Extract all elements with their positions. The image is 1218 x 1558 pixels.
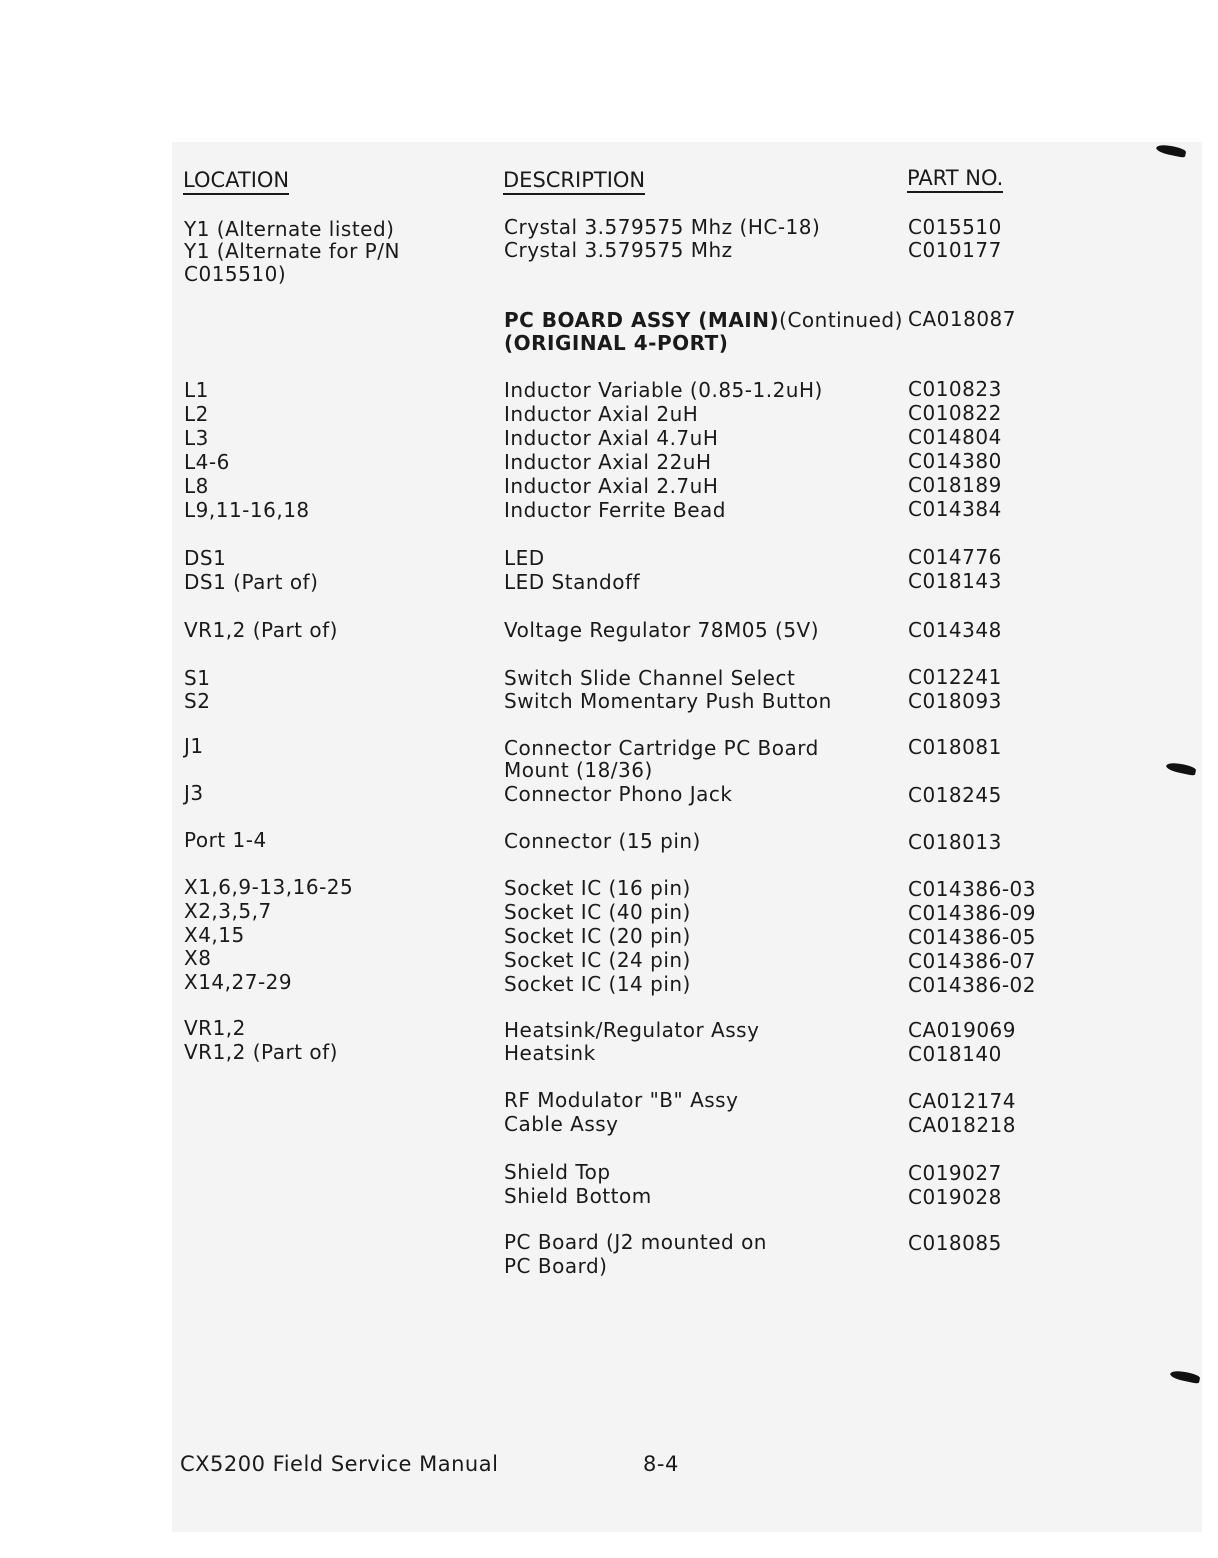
part-number-cell: C014386-03 bbox=[908, 877, 1036, 901]
page-number: 8-4 bbox=[643, 1452, 679, 1476]
part-number-cell: C014386-05 bbox=[908, 925, 1036, 949]
header-location: LOCATION bbox=[183, 168, 289, 195]
part-number-cell: CA018218 bbox=[908, 1113, 1016, 1137]
description-cell: Cable Assy bbox=[504, 1112, 619, 1136]
location-cell: VR1,2 (Part of) bbox=[184, 618, 338, 642]
location-cell: Port 1-4 bbox=[184, 828, 267, 852]
location-cell: J3 bbox=[184, 781, 204, 805]
description-cell: Inductor Variable (0.85-1.2uH) bbox=[504, 378, 823, 402]
location-cell: DS1 bbox=[184, 546, 227, 570]
part-number-cell: C018085 bbox=[908, 1231, 1002, 1255]
location-cell: L9,11-16,18 bbox=[184, 498, 310, 522]
part-number-cell: C018245 bbox=[908, 783, 1002, 807]
part-number-cell: C018013 bbox=[908, 830, 1002, 854]
part-number-cell: C014804 bbox=[908, 425, 1002, 449]
part-number-cell: C014386-02 bbox=[908, 973, 1036, 997]
location-cell: VR1,2 bbox=[184, 1016, 246, 1040]
part-number-cell: C015510 bbox=[908, 215, 1002, 239]
description-cell: Socket IC (16 pin) bbox=[504, 876, 691, 900]
description-cell: Shield Top bbox=[504, 1160, 611, 1184]
location-cell: S1 bbox=[184, 666, 211, 690]
description-cell: LED Standoff bbox=[504, 570, 641, 594]
part-number-cell: CA012174 bbox=[908, 1089, 1016, 1113]
part-number-cell: C019027 bbox=[908, 1161, 1002, 1185]
part-number-cell: C010823 bbox=[908, 377, 1002, 401]
description-cell: Shield Bottom bbox=[504, 1184, 652, 1208]
location-cell: X2,3,5,7 bbox=[184, 899, 272, 923]
location-cell: X8 bbox=[184, 946, 212, 970]
description-cell: Heatsink bbox=[504, 1041, 596, 1065]
description-cell: Inductor Axial 4.7uH bbox=[504, 426, 719, 450]
location-cell: C015510) bbox=[184, 262, 287, 286]
part-number-cell: C014384 bbox=[908, 497, 1002, 521]
part-number-cell: C014386-07 bbox=[908, 949, 1036, 973]
description-cell: Crystal 3.579575 Mhz (HC-18) bbox=[504, 215, 821, 239]
part-number-cell: CA019069 bbox=[908, 1018, 1016, 1042]
description-cell: Voltage Regulator 78M05 (5V) bbox=[504, 618, 820, 642]
part-number-cell: C014386-09 bbox=[908, 901, 1036, 925]
description-cell: LED bbox=[504, 546, 545, 570]
part-number-cell: C019028 bbox=[908, 1185, 1002, 1209]
part-number-cell: C014380 bbox=[908, 449, 1002, 473]
description-cell: Connector Cartridge PC Board bbox=[504, 736, 819, 760]
location-cell: X1,6,9-13,16-25 bbox=[184, 875, 354, 899]
description-cell: Heatsink/Regulator Assy bbox=[504, 1018, 760, 1042]
description-cell: Inductor Axial 2uH bbox=[504, 402, 699, 426]
description-cell: Socket IC (14 pin) bbox=[504, 972, 691, 996]
footer-manual-title: CX5200 Field Service Manual bbox=[180, 1452, 499, 1476]
description-cell: Socket IC (40 pin) bbox=[504, 900, 691, 924]
section-title bbox=[504, 308, 903, 332]
part-number-cell: C018081 bbox=[908, 735, 1002, 759]
location-cell: L2 bbox=[184, 402, 209, 426]
location-cell: S2 bbox=[184, 689, 211, 713]
location-cell: Y1 (Alternate listed) bbox=[184, 217, 395, 241]
location-cell: L1 bbox=[184, 378, 209, 402]
description-cell: Inductor Axial 2.7uH bbox=[504, 474, 719, 498]
part-number-cell: C018189 bbox=[908, 473, 1002, 497]
location-cell: VR1,2 (Part of) bbox=[184, 1040, 338, 1064]
part-number-cell: C010177 bbox=[908, 238, 1002, 262]
part-number-cell: C014348 bbox=[908, 618, 1002, 642]
description-cell: Inductor Ferrite Bead bbox=[504, 498, 726, 522]
location-cell: J1 bbox=[184, 734, 204, 758]
description-cell: Connector (15 pin) bbox=[504, 829, 701, 853]
description-cell: Socket IC (20 pin) bbox=[504, 924, 691, 948]
header-part-no: PART NO. bbox=[907, 166, 1003, 193]
location-cell: L4-6 bbox=[184, 450, 230, 474]
location-cell: X14,27-29 bbox=[184, 970, 293, 994]
description-cell: Crystal 3.579575 Mhz bbox=[504, 238, 733, 262]
part-number-cell: C014776 bbox=[908, 545, 1002, 569]
description-cell: Mount (18/36) bbox=[504, 758, 653, 782]
location-cell: X4,15 bbox=[184, 923, 245, 947]
part-number-cell: C012241 bbox=[908, 665, 1002, 689]
location-cell: L8 bbox=[184, 474, 209, 498]
description-cell: Socket IC (24 pin) bbox=[504, 948, 691, 972]
section-subtitle: (ORIGINAL 4-PORT) bbox=[504, 331, 729, 355]
description-cell: Switch Slide Channel Select bbox=[504, 666, 796, 690]
description-cell: PC Board) bbox=[504, 1254, 608, 1278]
location-cell: Y1 (Alternate for P/N bbox=[184, 239, 400, 263]
part-number-cell: C018140 bbox=[908, 1042, 1002, 1066]
description-cell: PC Board (J2 mounted on bbox=[504, 1230, 767, 1254]
description-cell: Switch Momentary Push Button bbox=[504, 689, 832, 713]
description-cell: Inductor Axial 22uH bbox=[504, 450, 712, 474]
part-number-cell: C010822 bbox=[908, 401, 1002, 425]
part-number-cell: C018143 bbox=[908, 569, 1002, 593]
section-title-note: (Continued) bbox=[779, 308, 903, 332]
location-cell: L3 bbox=[184, 426, 209, 450]
location-cell: DS1 (Part of) bbox=[184, 570, 319, 594]
description-cell: Connector Phono Jack bbox=[504, 782, 733, 806]
description-cell: RF Modulator "B" Assy bbox=[504, 1088, 739, 1112]
section-title-bold: PC BOARD ASSY (MAIN) bbox=[504, 308, 780, 332]
header-description: DESCRIPTION bbox=[503, 168, 645, 195]
part-number-cell: C018093 bbox=[908, 689, 1002, 713]
part-number-cell: CA018087 bbox=[908, 307, 1016, 331]
